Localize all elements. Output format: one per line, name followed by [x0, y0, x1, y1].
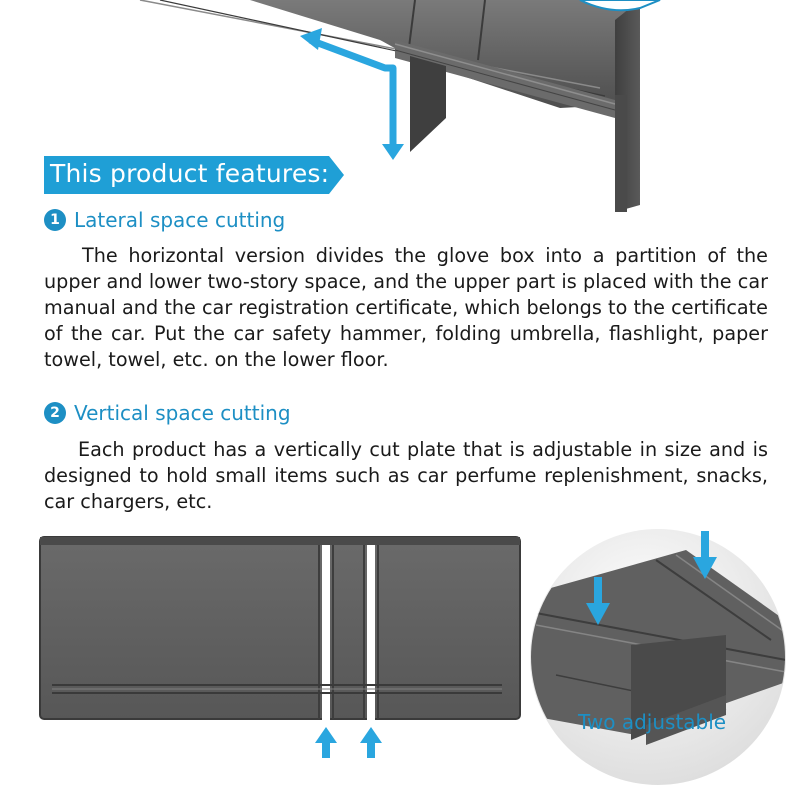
section1-heading — [44, 208, 285, 232]
section1-body: The horizontal version divides the glove box into a partition of the upper and lower two-story space, and the upper part is placed with the car manual and the car registration certificate, which belongs to the certificate of the car. Put the car safety hammer, folding umbrella, flashlight, paper towel, towel, etc. on the lower floor. — [44, 244, 768, 371]
features-title: This product features: — [50, 159, 330, 188]
number-two-icon: 2 — [44, 402, 66, 424]
up-arrow-icon — [360, 727, 382, 758]
section2-heading — [44, 401, 291, 425]
number-one-icon: 1 — [44, 209, 66, 231]
section1-title: Lateral space cutting — [74, 208, 286, 232]
up-arrow-icon — [315, 727, 337, 758]
panel-product-image — [38, 535, 524, 800]
section2-title: Vertical space cutting — [74, 401, 291, 425]
detail-caption: Two adjustable — [578, 710, 727, 734]
section2-body: Each product has a vertically cut plate that is adjustable in size and is designed to hold small items such as car perfume replenishment, snacks, car chargers, etc. — [44, 438, 768, 513]
detail-circle-image — [526, 525, 790, 789]
